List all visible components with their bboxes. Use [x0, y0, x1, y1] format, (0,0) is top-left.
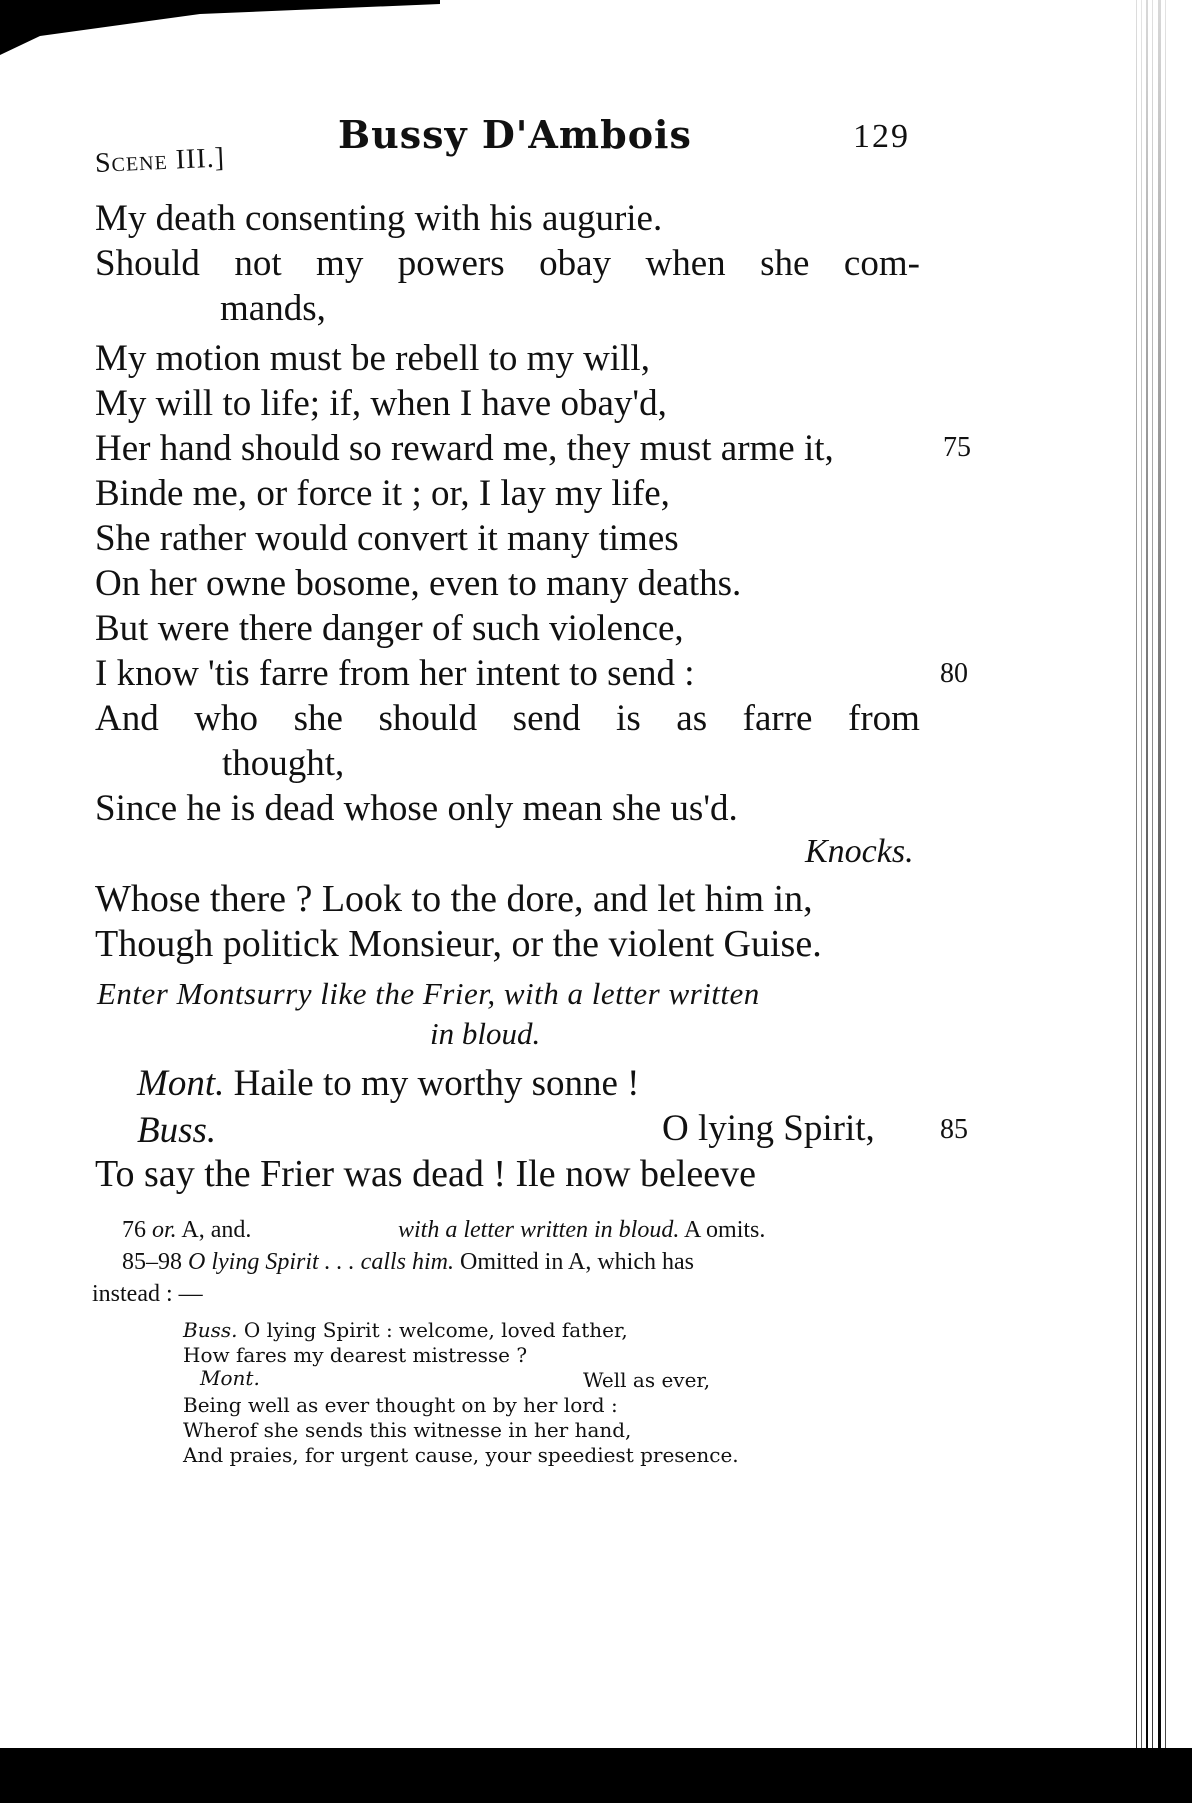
- footnote: [122, 1250, 694, 1274]
- verse-turnover: thought,: [222, 743, 345, 784]
- quoted-line: How fares my dearest mistresse ?: [183, 1343, 528, 1367]
- scan-edge-top: [0, 0, 440, 60]
- verse-line: Binde me, or force it ; or, I lay my life,: [95, 473, 670, 514]
- verse-word: com-: [843, 243, 920, 284]
- speech-text: O lying Spirit,: [662, 1108, 875, 1149]
- running-title: Bussy D'Ambois: [338, 112, 692, 157]
- footnote-text: Omitted in A, which has: [454, 1249, 694, 1275]
- verse-line: My motion must be rebell to my will,: [95, 338, 650, 379]
- verse-word: from: [848, 698, 920, 739]
- verse-word: not: [234, 243, 282, 284]
- verse-line: Though politick Monsieur, or the violent Guise.: [95, 923, 822, 965]
- speaker-name: Buss.: [183, 1318, 238, 1342]
- verse-word: And: [95, 698, 159, 739]
- quoted-text: O lying Spirit : welcome, loved father,: [237, 1318, 628, 1342]
- verse-word: is: [616, 698, 641, 739]
- line-number: 80: [940, 658, 968, 689]
- speech-text: Haile to my worthy sonne !: [224, 1063, 640, 1104]
- speaker-name: Mont.: [137, 1063, 225, 1104]
- verse-line: My death consenting with his augurie.: [95, 198, 663, 239]
- verse-word: farre: [742, 698, 813, 739]
- verse-turnover: mands,: [220, 288, 326, 329]
- stage-direction-enter: Enter Montsurry like the Frier, with a letter written: [97, 976, 760, 1011]
- footnote-lemma: with a letter written in bloud.: [398, 1217, 680, 1243]
- quoted-line: Wherof she sends this witnesse in her hand,: [183, 1418, 632, 1442]
- verse-word: powers: [397, 243, 505, 284]
- verse-line: Since he is dead whose only mean she us'd.: [95, 788, 738, 829]
- verse-word: Should: [95, 243, 200, 284]
- verse-line: I know 'tis farre from her intent to send :: [95, 653, 695, 694]
- line-number: 75: [943, 432, 971, 463]
- verse-word: obay: [539, 243, 612, 284]
- verse-line: Her hand should so reward me, they must arme it,: [95, 428, 834, 469]
- stage-direction-knocks: Knocks.: [805, 833, 914, 870]
- quoted-line: [183, 1320, 628, 1340]
- scene-heading: [94, 142, 225, 180]
- scene-label: Scene: [94, 144, 169, 179]
- verse-word: she: [293, 698, 343, 739]
- verse-word: when: [645, 243, 726, 284]
- verse-word: as: [676, 698, 708, 739]
- line-number: 85: [940, 1114, 968, 1145]
- footnote-number: 85–98: [122, 1249, 182, 1275]
- footnote-lemma: or.: [152, 1217, 177, 1243]
- footnote-text: A, and.: [176, 1217, 252, 1243]
- scan-edge-right-fade: [1132, 0, 1192, 1803]
- verse-word: who: [194, 698, 259, 739]
- verse-line: But were there danger of such violence,: [95, 608, 684, 649]
- scan-edge-bottom: [0, 1748, 1192, 1803]
- verse-word: should: [378, 698, 478, 739]
- speaker-name: Mont.: [200, 1366, 260, 1390]
- footnote: [398, 1218, 765, 1242]
- footnote-text: A omits.: [679, 1217, 766, 1243]
- verse-line: She rather would convert it many times: [95, 518, 679, 559]
- verse-line: To say the Frier was dead ! Ile now beleeve: [95, 1153, 757, 1195]
- verse-line-justified: [95, 245, 920, 282]
- speech-line: [137, 1065, 640, 1102]
- footnote-continuation: instead : —: [92, 1281, 203, 1307]
- verse-word: send: [512, 698, 581, 739]
- quoted-line: And praies, for urgent cause, your speediest presence.: [183, 1443, 739, 1467]
- footnote-number: 76: [122, 1217, 146, 1243]
- verse-word: she: [760, 243, 810, 284]
- speaker-name: Buss.: [137, 1110, 217, 1151]
- verse-line: My will to life; if, when I have obay'd,: [95, 383, 667, 424]
- verse-line: On her owne bosome, even to many deaths.: [95, 563, 742, 604]
- page-number: 129: [853, 118, 910, 155]
- footnote: [122, 1218, 251, 1242]
- quoted-line: Being well as ever thought on by her lord :: [183, 1393, 618, 1417]
- stage-direction-enter-cont: in bloud.: [430, 1016, 541, 1051]
- scene-number: III.]: [167, 142, 226, 176]
- verse-line-justified: [95, 700, 920, 737]
- quoted-text: Well as ever,: [583, 1368, 711, 1392]
- footnote-lemma: O lying Spirit . . . calls him.: [188, 1249, 454, 1275]
- verse-word: my: [316, 243, 364, 284]
- verse-line: Whose there ? Look to the dore, and let him in,: [95, 878, 813, 920]
